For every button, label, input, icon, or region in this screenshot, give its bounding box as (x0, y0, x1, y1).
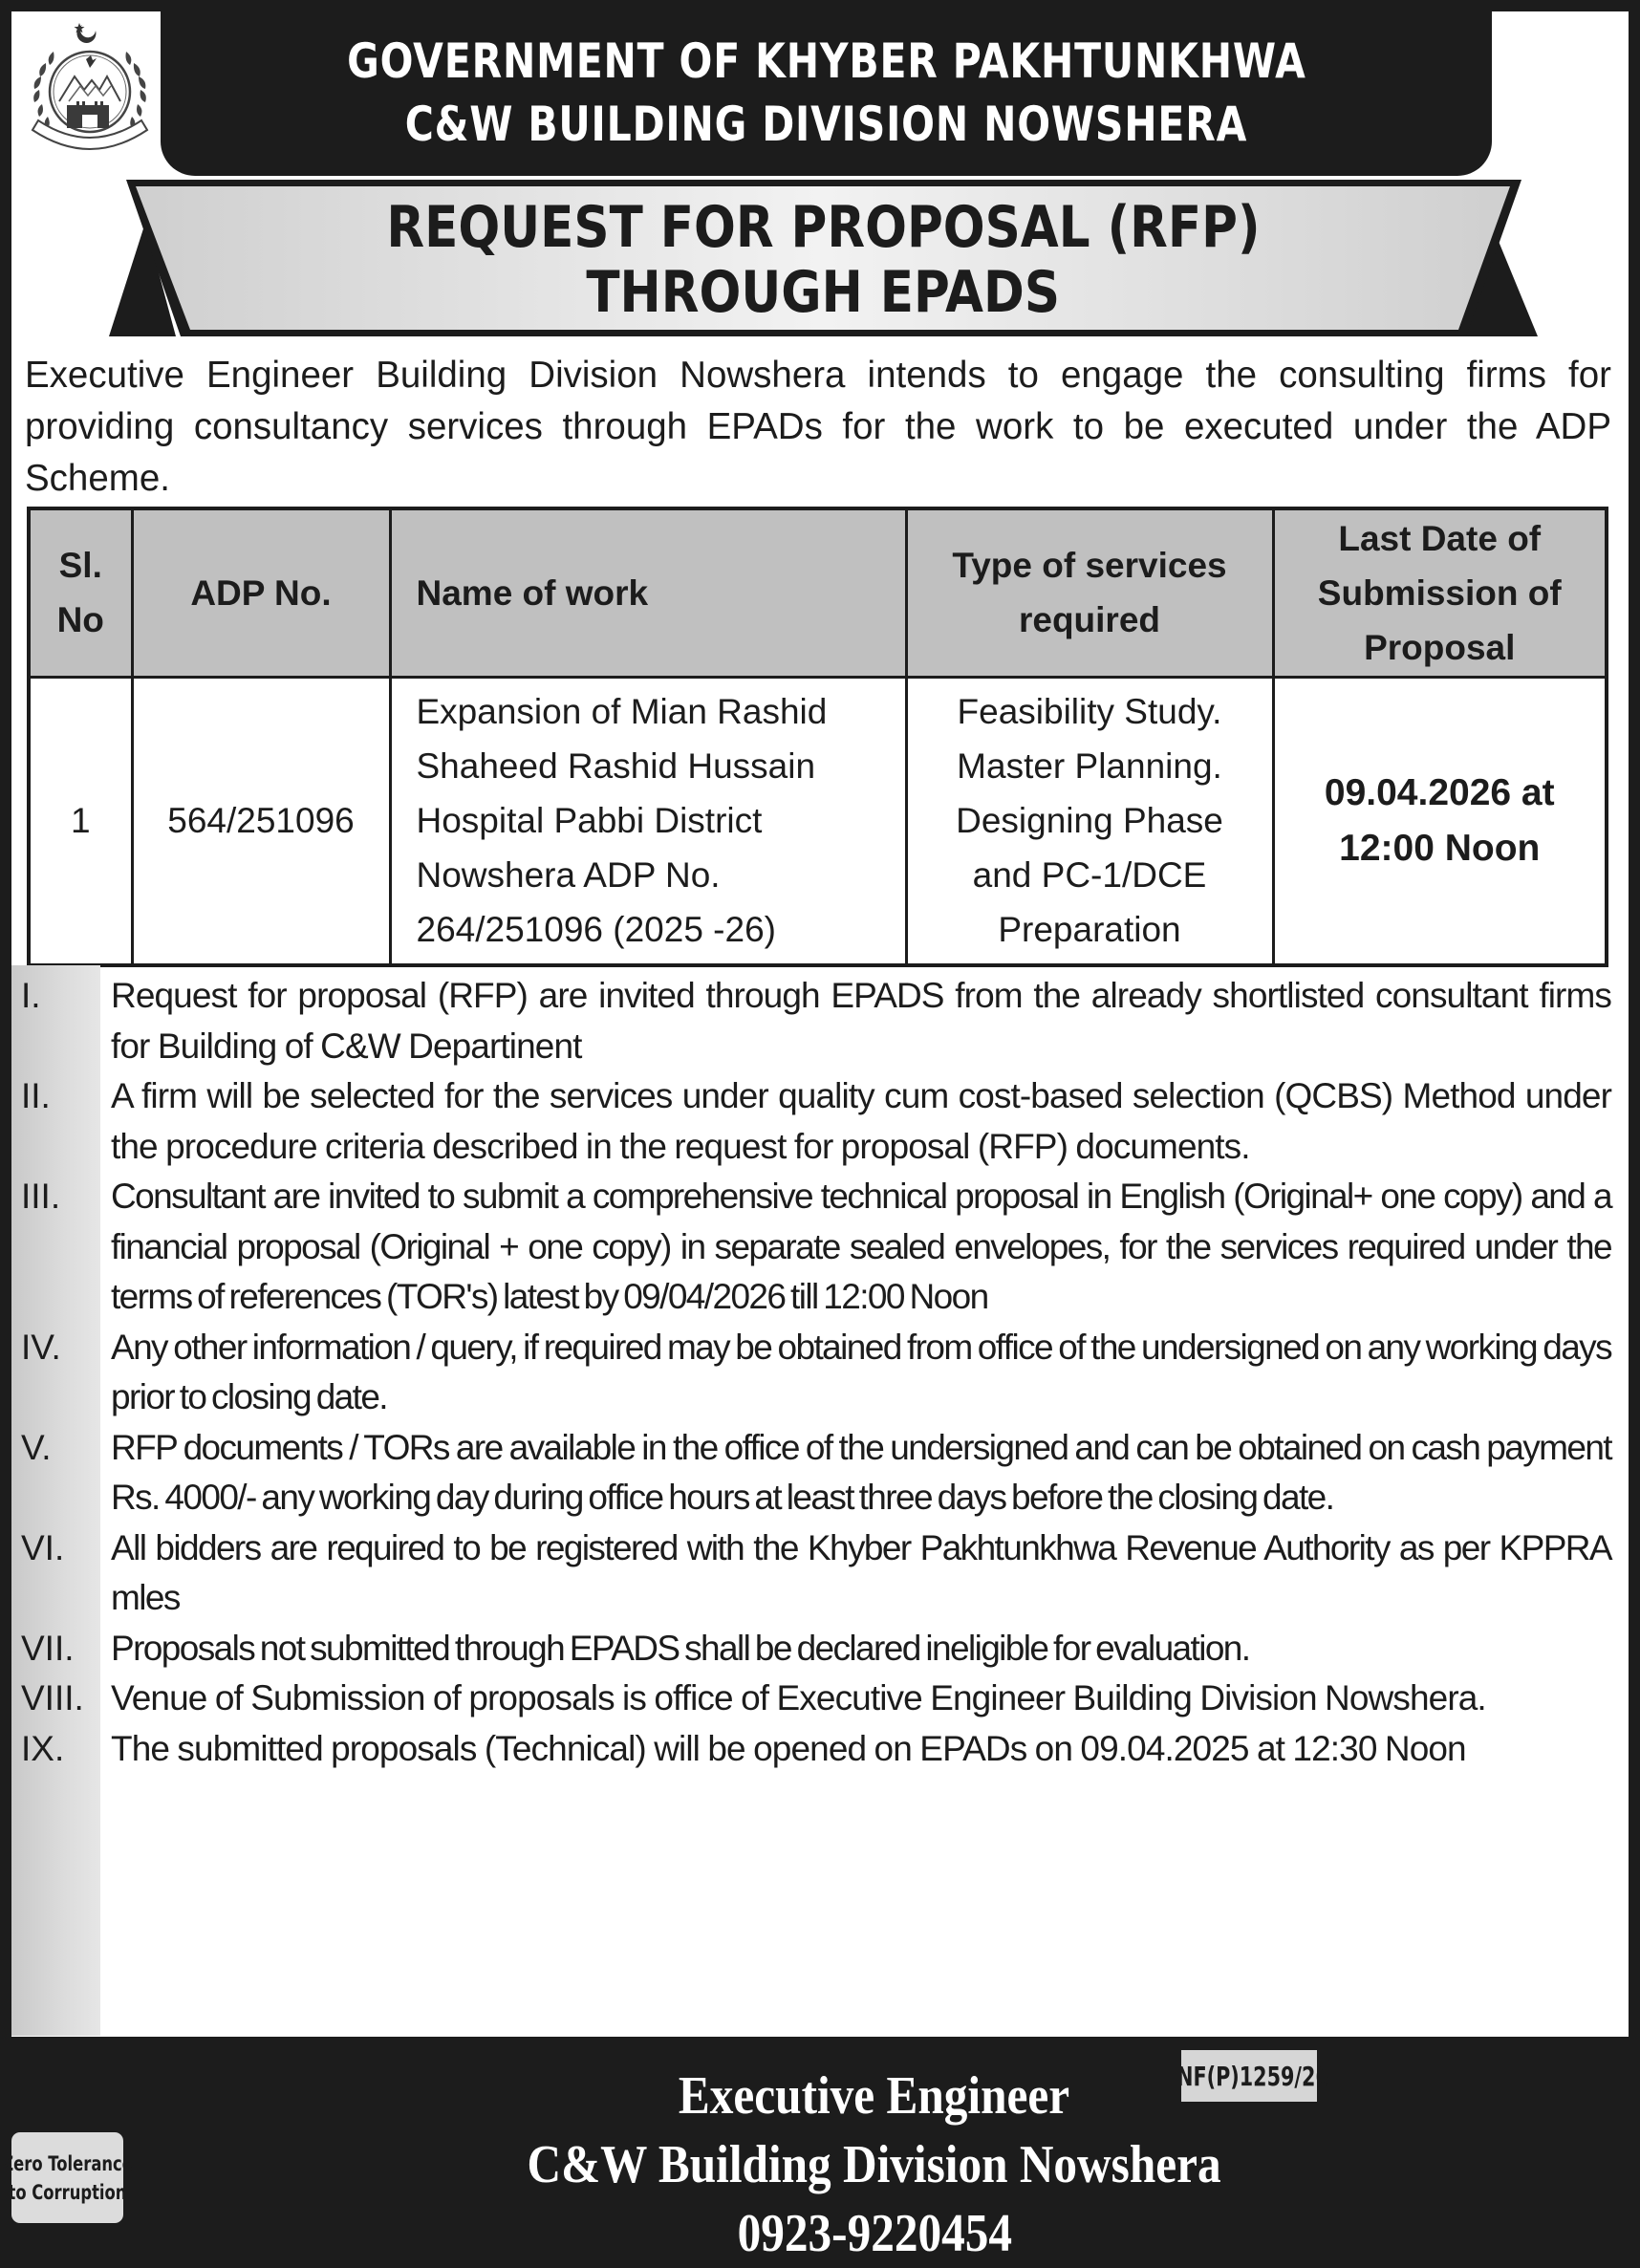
clause-text: Consultant are invited to submit a comprehensive technical proposal in English (Original+ one copy) and a financial proposal (Original + one copy) in separate sealed envelopes, for the services required under the terms of references (TOR's) latest by 09/04/2026 till 12:00 Noon (111, 1177, 1611, 1316)
rfp-table (27, 507, 1608, 967)
name-of-work-line: Hospital Pabbi District (416, 801, 763, 841)
clause-item (11, 1323, 1617, 1423)
zero-tolerance-line: Zero Tolerance (2, 2151, 133, 2175)
header-band (161, 0, 1492, 176)
cell-adp-no: 564/251096 (132, 677, 390, 965)
clause-text: Any other information / query, if required may be obtained from office of the undersigned on any working days prior to closing date. (111, 1327, 1611, 1416)
clause-item (11, 1674, 1617, 1724)
inf-number-badge (1169, 2050, 1329, 2102)
col-header-sl-no-line: Sl. (58, 546, 102, 586)
header-government-title: GOVERNMENT OF KHYBER PAKHTUNKHWA (346, 33, 1306, 89)
name-of-work-line: Nowshera ADP No. (416, 855, 721, 896)
col-header-date-line: Last Date of (1338, 518, 1542, 558)
service-line: Preparation (998, 910, 1181, 950)
clause-item (11, 971, 1617, 1071)
cell-last-date (1273, 677, 1607, 965)
clauses-list (11, 971, 1617, 1774)
signatory-office: C&W Building Division Nowshera (527, 2135, 1222, 2194)
table-row (29, 677, 1607, 965)
col-header-adp-no: ADP No. (132, 508, 390, 677)
clause-text: Request for proposal (RFP) are invited through EPADS from the already shortlisted consultant firms for Building of C&W Departinent (111, 976, 1611, 1066)
signatory-block (0, 2062, 1640, 2268)
intro-paragraph: Executive Engineer Building Division Nowshera intends to engage the consulting firms for providing consultancy services through EPADs for the work to be executed under the ADP Scheme. (25, 355, 1611, 499)
clause-item (11, 1523, 1617, 1624)
advertisement-sheet (11, 11, 1629, 2037)
col-header-type-of-services (906, 508, 1273, 677)
emblem-seal-icon (25, 13, 155, 157)
col-header-sl-no-line: No (56, 600, 104, 640)
col-header-type-line: required (1018, 600, 1161, 640)
clause-number: VIII. (21, 1678, 84, 1717)
rfp-banner (109, 180, 1538, 336)
name-of-work-line: Shaheed Rashid Hussain (416, 746, 816, 787)
clause-number: III. (21, 1177, 61, 1216)
clause-text: All bidders are required to be registered with the Khyber Pakhtunkhwa Revenue Authority as per KPPRA mles (111, 1527, 1611, 1617)
last-date-value: 09.04.2026 at (1324, 771, 1555, 813)
clause-text: Proposals not submitted through EPADS shall be declared ineligible for evaluation. (111, 1628, 1250, 1668)
signatory-phone: 0923-9220454 (737, 2204, 1012, 2263)
col-header-date-line: Proposal (1364, 627, 1516, 667)
clause-text: A firm will be selected for the services under quality cum cost-based selection (QCBS) Method under the procedure criteria described in the request for proposal (RFP) documents. (111, 1076, 1611, 1166)
signatory-title: Executive Engineer (679, 2066, 1070, 2126)
clause-text: Venue of Submission of proposals is office of Executive Engineer Building Division Nowshera. (111, 1678, 1486, 1717)
clause-item (11, 1071, 1617, 1172)
clause-text: RFP documents / TORs are available in the office of the undersigned and can be obtained on cash payment Rs. 4000/- any working day during office hours at least three days before the closing date. (111, 1427, 1611, 1517)
clause-text: The submitted proposals (Technical) will be opened on EPADs on 09.04.2025 at 12:30 Noon (111, 1728, 1466, 1768)
kp-government-emblem-icon (25, 13, 155, 157)
clause-item (11, 1423, 1617, 1523)
clause-number: IV. (21, 1327, 61, 1367)
zero-tolerance-line: to Corruption (8, 2180, 127, 2204)
clause-number: II. (21, 1076, 51, 1115)
col-header-last-date (1273, 508, 1607, 677)
clause-item (11, 1724, 1617, 1775)
service-line: Master Planning. (957, 746, 1222, 787)
cell-type-of-services (906, 677, 1273, 965)
table-header-row (29, 508, 1607, 677)
service-line: and PC-1/DCE (972, 855, 1207, 896)
clause-number: VII. (21, 1628, 75, 1668)
last-date-time: 12:00 Noon (1339, 827, 1541, 869)
clause-item (11, 1624, 1617, 1674)
service-line: Designing Phase (956, 801, 1223, 841)
banner-title-line1: REQUEST FOR PROPOSAL (RFP) (386, 194, 1261, 261)
name-of-work-line: 264/251096 (2025 -26) (416, 910, 776, 950)
clause-number: IX. (21, 1728, 65, 1768)
col-header-type-line: Type of services (952, 546, 1227, 586)
cell-sl-no: 1 (29, 677, 132, 965)
col-header-name-of-work: Name of work (390, 508, 906, 677)
footer-band (0, 2037, 1640, 2268)
service-line: Feasibility Study. (957, 692, 1222, 732)
header-division-title: C&W BUILDING DIVISION NOWSHERA (404, 97, 1248, 152)
col-header-sl-no (29, 508, 132, 677)
inf-number: INF(P)1259/26 (1169, 2060, 1329, 2092)
clause-number: VI. (21, 1527, 65, 1567)
cell-name-of-work (390, 677, 906, 965)
clause-number: V. (21, 1427, 52, 1467)
banner-title-line2: THROUGH EPADS (586, 259, 1061, 326)
clause-number: I. (21, 976, 41, 1015)
col-header-date-line: Submission of (1317, 572, 1562, 613)
name-of-work-line: Expansion of Mian Rashid (416, 692, 828, 732)
clause-item (11, 1172, 1617, 1323)
